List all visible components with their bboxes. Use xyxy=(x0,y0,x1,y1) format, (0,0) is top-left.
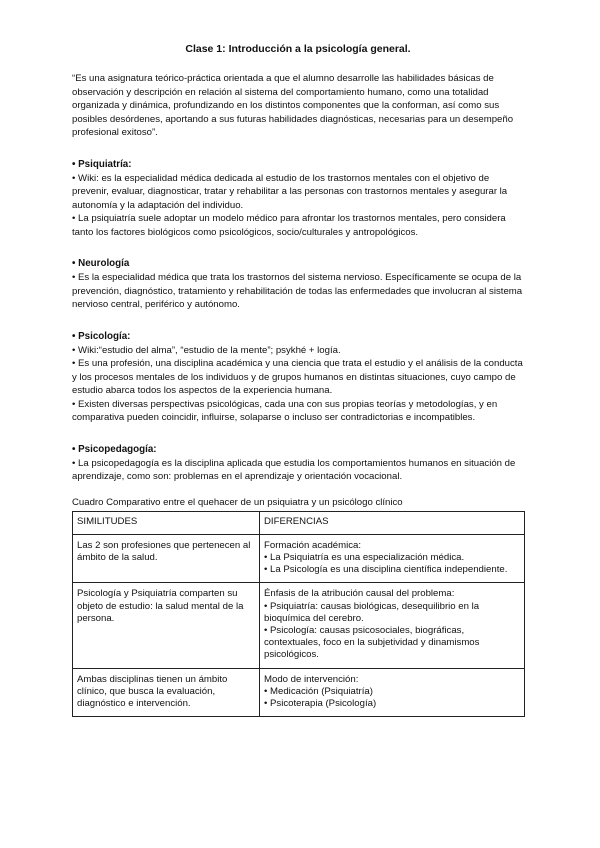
table-row xyxy=(73,668,525,717)
table-caption: Cuadro Comparativo entre el quehacer de un psiquiatra y un psicólogo clínico xyxy=(72,496,403,508)
similitud-cell: Ambas disciplinas tienen un ámbito clínico, que busca la evaluación, diagnóstico e intervención. xyxy=(73,668,260,717)
section-paragraph: • Es una profesión, una disciplina académica y una ciencia que trata el estudio y el análisis de la conducta y los procesos mentales de los individuos y de grupos humanos en distintas situaciones, cuyo campo de estudio abarca todos los aspectos de la experiencia humana. xyxy=(72,358,523,396)
table-header-row xyxy=(73,511,525,534)
section-paragraph: • Existen diversas perspectivas psicológicas, cada una con sus propias teorías y metodologías, y en comparativa pueden coincidir, influirse, solaparse o incluso ser contradictorias e incompatibles. xyxy=(72,398,498,423)
diferencia-line: • Medicación (Psiquiatría) xyxy=(264,685,373,697)
diferencia-line: Formación académica: xyxy=(264,539,362,551)
diferencia-line: • La Psicología es una disciplina científica independiente. xyxy=(264,564,508,576)
similitud-cell: Las 2 son profesiones que pertenecen al ámbito de la salud. xyxy=(73,534,260,583)
diferencia-line: Énfasis de la atribución causal del problema: xyxy=(264,588,455,600)
section-paragraph: • Wiki:“estudio del alma”, “estudio de la mente”; psykhé + logía. xyxy=(72,344,341,356)
diferencia-cell xyxy=(260,583,525,668)
section-paragraph: • La psiquiatría suele adoptar un modelo médico para afrontar los trastornos mentales, pero considera tanto los factores biológicos como psicológicos, socio/culturales y antropológicos. xyxy=(72,213,506,238)
document-title: Clase 1: Introducción a la psicología general. xyxy=(185,43,411,55)
section-paragraph: • La psicopedagogía es la disciplina aplicada que estudia los comportamientos humanos en situación de aprendizaje, como son: problemas en el aprendizaje y orientación vocacional. xyxy=(72,457,516,482)
diferencia-line: • Psicología: causas psicosociales, biográficas, contextuales, foco en la subjetividad y dinamismos psicológicos. xyxy=(264,624,480,661)
diferencia-cell xyxy=(260,534,525,583)
table-row xyxy=(73,583,525,668)
diferencia-line: • La Psiquiatría es una especialización médica. xyxy=(264,551,465,563)
section-neurologia xyxy=(72,257,524,312)
section-psicologia xyxy=(72,330,524,425)
comparison-table xyxy=(72,511,525,718)
diferencia-cell xyxy=(260,668,525,717)
diferencia-line: • Psicoterapia (Psicología) xyxy=(264,697,377,709)
section-psiquiatria xyxy=(72,158,524,240)
document-page xyxy=(72,42,524,717)
section-psicopedagogia xyxy=(72,443,524,484)
header-similitudes: SIMILITUDES xyxy=(73,511,260,534)
header-diferencias: DIFERENCIAS xyxy=(260,511,525,534)
table-row xyxy=(73,534,525,583)
section-heading: • Psiquiatría: xyxy=(72,158,132,170)
diferencia-line: • Psiquiatría: causas biológicas, desequilibrio en la bioquímica del cerebro. xyxy=(264,600,480,624)
section-heading: • Psicología: xyxy=(72,330,131,342)
similitud-cell: Psicología y Psiquiatría comparten su objeto de estudio: la salud mental de la persona. xyxy=(73,583,260,668)
section-heading: • Psicopedagogía: xyxy=(72,443,157,455)
intro-paragraph: “Es una asignatura teórico-práctica orientada a que el alumno desarrolle las habilidades básicas de observación y descripción en relación al sistema del comportamiento humano, como una totalidad organizada y dinámica, profundizando en los distintos componentes que la conforman, así como sus posibles desórdenes, aportando a sus futuras habilidades diagnósticas, necesarias para un desempeño profesional exitoso”. xyxy=(72,73,514,138)
section-paragraph: • Wiki: es la especialidad médica dedicada al estudio de los trastornos mentales con el objetivo de prevenir, evaluar, diagnosticar, tratar y rehabilitar a las personas con trastornos mentales y asegurar la autonomía y la adaptación del individuo. xyxy=(72,172,508,211)
diferencia-line: Modo de intervención: xyxy=(264,673,359,685)
section-paragraph: • Es la especialidad médica que trata los trastornos del sistema nervioso. Específicamente se ocupa de la prevención, diagnóstico, tratamiento y rehabilitación de todas las enfermedades que involucran al sistema nervioso central, periférico y autónomo. xyxy=(72,272,523,310)
section-heading: • Neurología xyxy=(72,258,130,269)
